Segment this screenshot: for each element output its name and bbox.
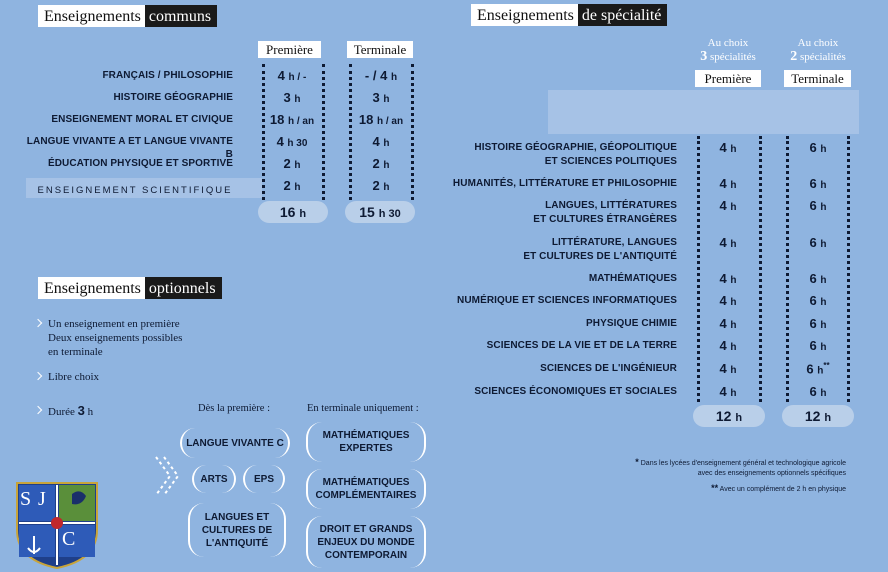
communs-dots-right-p <box>322 64 325 200</box>
spec-row-label: HUMANITÉS, LITTÉRATURE ET PHILOSOPHIE <box>452 178 677 189</box>
communs-row-label: FRANÇAIS / PHILOSOPHIE <box>102 70 233 81</box>
communs-terminale-value: 2 h <box>372 156 390 171</box>
spec-premiere-value: 4 h <box>719 361 737 376</box>
choice-premiere: Au choix 3 spécialités <box>700 37 756 64</box>
chevron-right-icon <box>34 406 42 414</box>
spec-terminale-value: 6 h** <box>806 361 830 377</box>
spec-band <box>548 90 859 134</box>
communs-total-premiere: 16 h <box>258 201 328 223</box>
spec-row-label: LITTÉRATURE, LANGUES ET CULTURES DE L'ANTIQUITÉ <box>523 237 677 262</box>
spec-premiere-value: 4 h <box>719 198 737 213</box>
spec-terminale-value: 6 h <box>809 140 827 155</box>
communs-premiere-value: 4 h / - <box>277 68 307 83</box>
optionnels-item-1: Un enseignement en première Deux enseignements possibles en terminale <box>48 318 183 358</box>
communs-terminale-value: 18 h / an <box>358 112 404 127</box>
spec-terminale-value: 6 h <box>809 235 827 250</box>
spec-row-label: SCIENCES ÉCONOMIQUES ET SOCIALES <box>474 386 677 397</box>
spec-premiere-value: 4 h <box>719 235 737 250</box>
option-droit-grands-enjeux: DROIT ET GRANDS ENJEUX DU MONDE CONTEMPORAIN <box>306 516 426 568</box>
spec-premiere-value: 4 h <box>719 293 737 308</box>
optionnels-title: Enseignements optionnels <box>38 277 222 299</box>
spec-dots-left-p <box>697 136 700 402</box>
spec-row-label: HISTOIRE GÉOGRAPHIE, GÉOPOLITIQUE ET SCIENCES POLITIQUES <box>474 142 677 167</box>
logo-letter-s: S <box>20 488 32 510</box>
communs-terminale-value: - / 4 h <box>364 68 398 83</box>
spec-premiere-value: 4 h <box>719 384 737 399</box>
chevron-right-icon <box>34 372 42 380</box>
option-eps: EPS <box>243 465 285 493</box>
communs-terminale-value: 2 h <box>372 178 390 193</box>
spec-col-premiere: Première <box>695 70 761 87</box>
communs-dots-left-p <box>262 64 265 200</box>
optionnels-item-3: Durée 3 h <box>48 403 94 418</box>
spec-row-label: MATHÉMATIQUES <box>588 273 677 284</box>
footnote-1: * Dans les lycées d'enseignement général et technologique agricole avec des enseignements optionnels spécifiques <box>635 457 846 477</box>
option-langue-vivante-c: LANGUE VIVANTE C <box>180 428 290 458</box>
option-arts: ARTS <box>192 465 236 493</box>
option-maths-complementaires: MATHÉMATIQUES COMPLÉMENTAIRES <box>306 469 426 509</box>
communs-terminale-value: 3 h <box>372 90 390 105</box>
spec-row-label: PHYSIQUE CHIMIE <box>586 318 677 329</box>
communs-premiere-value: 18 h / an <box>269 112 315 127</box>
spec-col-terminale: Terminale <box>784 70 851 87</box>
spec-premiere-value: 4 h <box>719 338 737 353</box>
specialite-title: Enseignements de spécialité <box>471 4 667 26</box>
spec-terminale-value: 6 h <box>809 316 827 331</box>
spec-terminale-value: 6 h <box>809 293 827 308</box>
spec-terminale-value: 6 h <box>809 384 827 399</box>
communs-row-label: LANGUE VIVANTE A ET LANGUE VIVANTE B <box>26 136 233 160</box>
spec-premiere-value: 4 h <box>719 271 737 286</box>
spec-terminale-value: 6 h <box>809 176 827 191</box>
spec-row-label: SCIENCES DE LA VIE ET DE LA TERRE <box>486 340 677 351</box>
communs-col-premiere: Première <box>258 41 321 58</box>
spec-row-label: NUMÉRIQUE ET SCIENCES INFORMATIQUES <box>457 295 677 306</box>
spec-premiere-value: 4 h <box>719 176 737 191</box>
communs-premiere-value: 4 h 30 <box>276 134 308 149</box>
spec-dots-right-p <box>759 136 762 402</box>
choice-terminale: Au choix 2 spécialités <box>790 37 846 64</box>
spec-premiere-value: 4 h <box>719 316 737 331</box>
head-terminale-uniquement: En terminale uniquement : <box>307 403 419 414</box>
communs-dots-right-t <box>411 64 414 200</box>
double-chevron-icon <box>152 455 182 497</box>
spec-total-premiere: 12 h <box>693 405 765 427</box>
spec-terminale-value: 6 h <box>809 271 827 286</box>
spec-terminale-value: 6 h <box>809 338 827 353</box>
communs-title: Enseignements communs <box>38 5 217 27</box>
logo-letter-j: J <box>38 488 46 510</box>
spec-dots-left-t <box>786 136 789 402</box>
communs-row-label: ENSEIGNEMENT SCIENTIFIQUE <box>37 185 233 196</box>
spec-total-terminale: 12 h <box>782 405 854 427</box>
communs-premiere-value: 2 h <box>283 178 301 193</box>
communs-row-label: HISTOIRE GÉOGRAPHIE <box>113 92 233 103</box>
optionnels-item-2: Libre choix <box>48 371 100 383</box>
communs-terminale-value: 4 h <box>372 134 390 149</box>
spec-dots-right-t <box>847 136 850 402</box>
chevron-right-icon <box>34 319 42 327</box>
logo-letter-c: C <box>62 528 76 550</box>
communs-premiere-value: 2 h <box>283 156 301 171</box>
communs-row-label: ENSEIGNEMENT MORAL ET CIVIQUE <box>51 114 233 125</box>
spec-row-label: LANGUES, LITTÉRATURES ET CULTURES ÉTRANGÈRES <box>533 200 677 225</box>
communs-dots-left-t <box>349 64 352 200</box>
option-langues-cultures-antiquite: LANGUES ET CULTURES DE L'ANTIQUITÉ <box>188 503 286 557</box>
communs-col-terminale: Terminale <box>347 41 413 58</box>
communs-premiere-value: 3 h <box>283 90 301 105</box>
communs-row-label: ÉDUCATION PHYSIQUE ET SPORTIVE <box>47 158 233 169</box>
spec-row-label: SCIENCES DE L'INGÉNIEUR <box>540 363 677 374</box>
option-maths-expertes: MATHÉMATIQUES EXPERTES <box>306 422 426 462</box>
spec-premiere-value: 4 h <box>719 140 737 155</box>
communs-total-terminale: 15 h 30 <box>345 201 415 223</box>
footnote-2: ** Avec un complément de 2 h en physique <box>711 483 846 493</box>
spec-terminale-value: 6 h <box>809 198 827 213</box>
head-des-premiere: Dès la première : <box>198 403 271 414</box>
